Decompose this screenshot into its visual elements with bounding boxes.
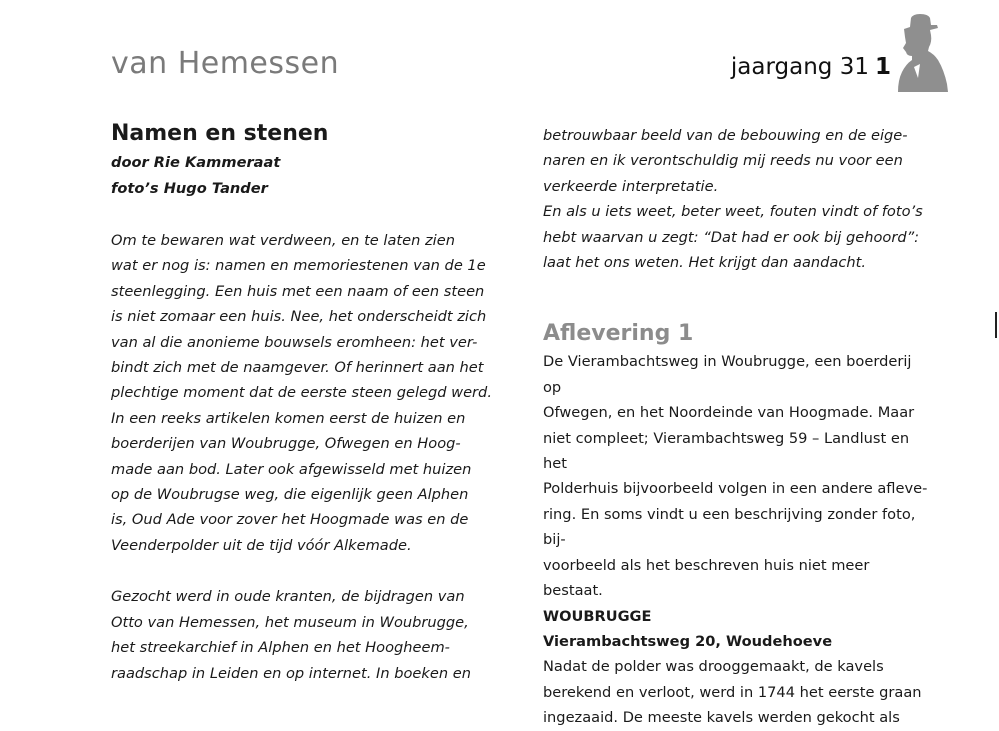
text-cursor: [995, 312, 997, 338]
text-line: boerderijen van Woubrugge, Ofwegen en Hoog-: [111, 435, 461, 453]
text-line: is, Oud Ade voor zover het Hoogmade was en de: [111, 511, 469, 529]
text-line: ingezaaid. De meeste kavels werden gekocht als: [543, 709, 900, 727]
text-line: Otto van Hemessen, het museum in Woubrugge,: [111, 613, 469, 631]
entry-paragraph: [543, 654, 933, 730]
text-line: Polderhuis bijvoorbeeld volgen in een andere aflеve-: [543, 480, 928, 498]
text-line: naren en ik verontschuldig mij reeds nu voor een: [543, 152, 903, 170]
text-line: wat er nog is: namen en memoriestenen van de 1e: [111, 257, 486, 275]
page-number: 1: [874, 54, 891, 80]
text-line: steenlegging. Een huis met een naam of een steen: [111, 282, 485, 300]
text-line: is niet zomaar een huis. Nee, het onderscheidt zich: [111, 308, 487, 326]
sources-paragraph: [111, 584, 506, 686]
text-line: van al die anonieme bouwsels eromheen: het ver-: [111, 333, 478, 351]
text-line: De Vierambachtsweg in Woubrugge, een boerderij op: [543, 353, 912, 396]
text-line: verkeerde interpretatie.: [543, 177, 719, 195]
article-title: Namen en stenen: [111, 121, 329, 146]
author-byline: door Rie Kammeraat: [111, 154, 281, 171]
text-line: berekend en verloot, werd in 1744 het eerste graan: [543, 683, 922, 701]
text-line: laat het ons weten. Het krijgt dan aandacht.: [543, 254, 867, 272]
photo-credit: foto’s Hugo Tander: [111, 180, 268, 197]
entry-heading: Vierambachtsweg 20, Woudehoeve: [543, 632, 833, 650]
left-column: [111, 118, 506, 686]
text-line: In een reeks artikelen komen eerst de huizen en: [111, 409, 466, 427]
issue-label: [731, 54, 891, 80]
text-line: voorbeeld als het beschreven huis niet meer bestaat.: [543, 556, 870, 600]
text-line: hebt waarvan u zegt: “Dat had er ook bij gehoord”:: [543, 228, 920, 246]
right-column: [543, 123, 933, 731]
continued-paragraph: [543, 123, 933, 275]
section-paragraph: [543, 349, 933, 603]
text-line: ring. En soms vindt u een beschrijving zonder foto, bij-: [543, 505, 916, 549]
text-line: En als u iets weet, beter weet, fouten vindt of foto’s: [543, 203, 923, 221]
text-line: niet compleet; Vierambachtsweg 59 – Landlust en het: [543, 429, 910, 473]
section-heading: Aflevering 1: [543, 321, 694, 347]
text-line: plechtige moment dat de eerste steen gelegd werd.: [111, 384, 492, 402]
text-line: betrouwbaar beeld van de bebouwing en de eige-: [543, 127, 908, 144]
text-line: Nadat de polder was drooggemaakt, de kavels: [543, 658, 884, 676]
man-with-hat-silhouette-icon: [890, 12, 950, 94]
text-line: Ofwegen, en het Noordeinde van Hoogmade. Maar: [543, 404, 915, 422]
magazine-title: van Hemessen: [111, 46, 340, 81]
text-line: raadschap in Leiden en op internet. In boeken en: [111, 664, 471, 682]
text-line: bindt zich met de naamgever. Of herinnert aan het: [111, 359, 484, 377]
text-line: Gezocht werd in oude kranten, de bijdragen van: [111, 588, 465, 606]
text-line: Om te bewaren wat verdween, en te laten zien: [111, 232, 455, 249]
text-line: Veenderpolder uit de tijd vóór Alkemade.: [111, 536, 412, 554]
text-line: op de Woubrugse weg, die eigenlijk geen Alphen: [111, 486, 469, 504]
text-line: het streekarchief in Alphen en het Hoogheem-: [111, 639, 450, 657]
text-line: made aan bod. Later ook afgewisseld met huizen: [111, 460, 472, 478]
volume-label: jaargang 31: [730, 54, 869, 80]
place-heading: WOUBRUGGE: [543, 607, 652, 625]
intro-paragraph: [111, 228, 506, 558]
